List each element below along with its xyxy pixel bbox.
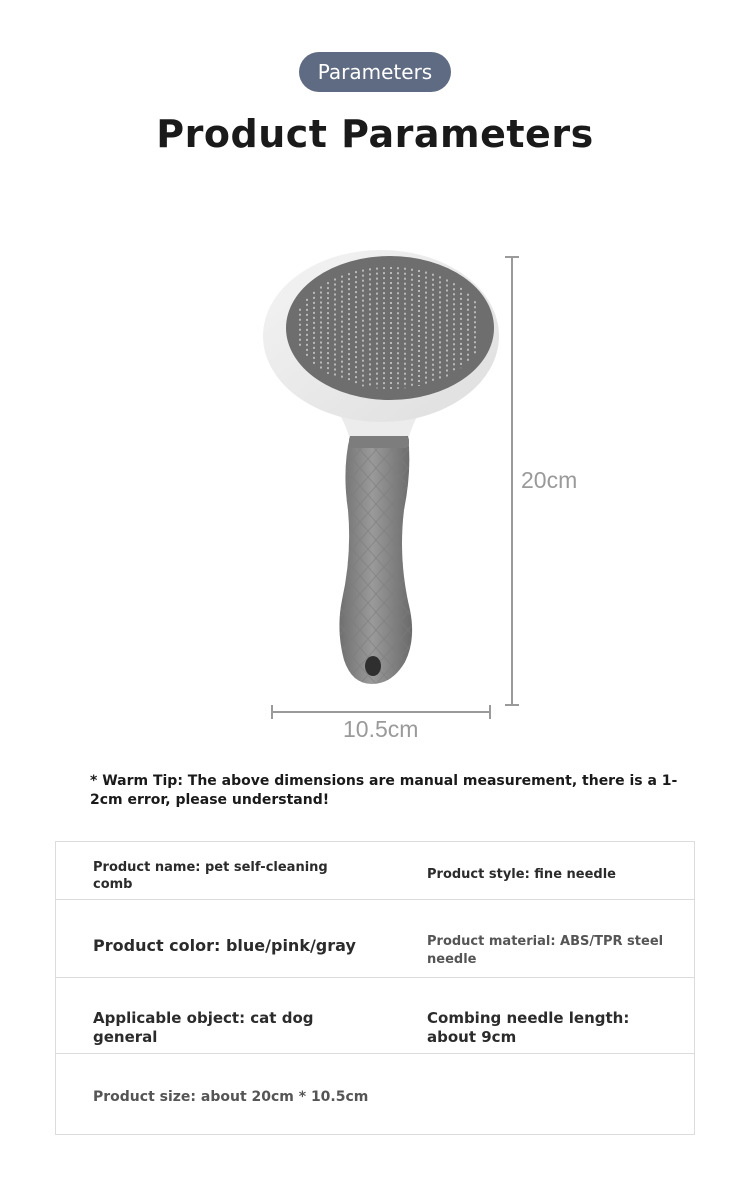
product-style: Product style: fine needle xyxy=(427,867,617,882)
hanging-hole xyxy=(365,656,381,676)
needle-length: Combing needle length: about 9cm xyxy=(427,1009,630,1046)
warm-tip: * Warm Tip: The above dimensions are manual measurement, there is a 1-2cm error, please understand! xyxy=(90,773,678,808)
height-label: 20cm xyxy=(521,467,578,493)
product-color: Product color: blue/pink/gray xyxy=(93,936,356,955)
parameters-table xyxy=(55,841,695,1135)
table-row xyxy=(56,842,694,900)
table-row xyxy=(56,978,694,1054)
product-name: Product name: pet self-cleaning comb xyxy=(93,860,328,892)
applicable-object: Applicable object: cat dog general xyxy=(93,1009,314,1046)
page-title: Product Parameters xyxy=(156,112,594,156)
product-material: Product material: ABS/TPR steel needle xyxy=(427,934,664,967)
brush-pad xyxy=(286,256,494,400)
height-dimension-line xyxy=(505,257,519,705)
parameters-badge: Parameters xyxy=(299,52,451,92)
table-row xyxy=(56,900,694,978)
product-size: Product size: about 20cm * 10.5cm xyxy=(93,1089,369,1105)
width-label: 10.5cm xyxy=(343,716,419,742)
table-row xyxy=(56,1054,694,1136)
